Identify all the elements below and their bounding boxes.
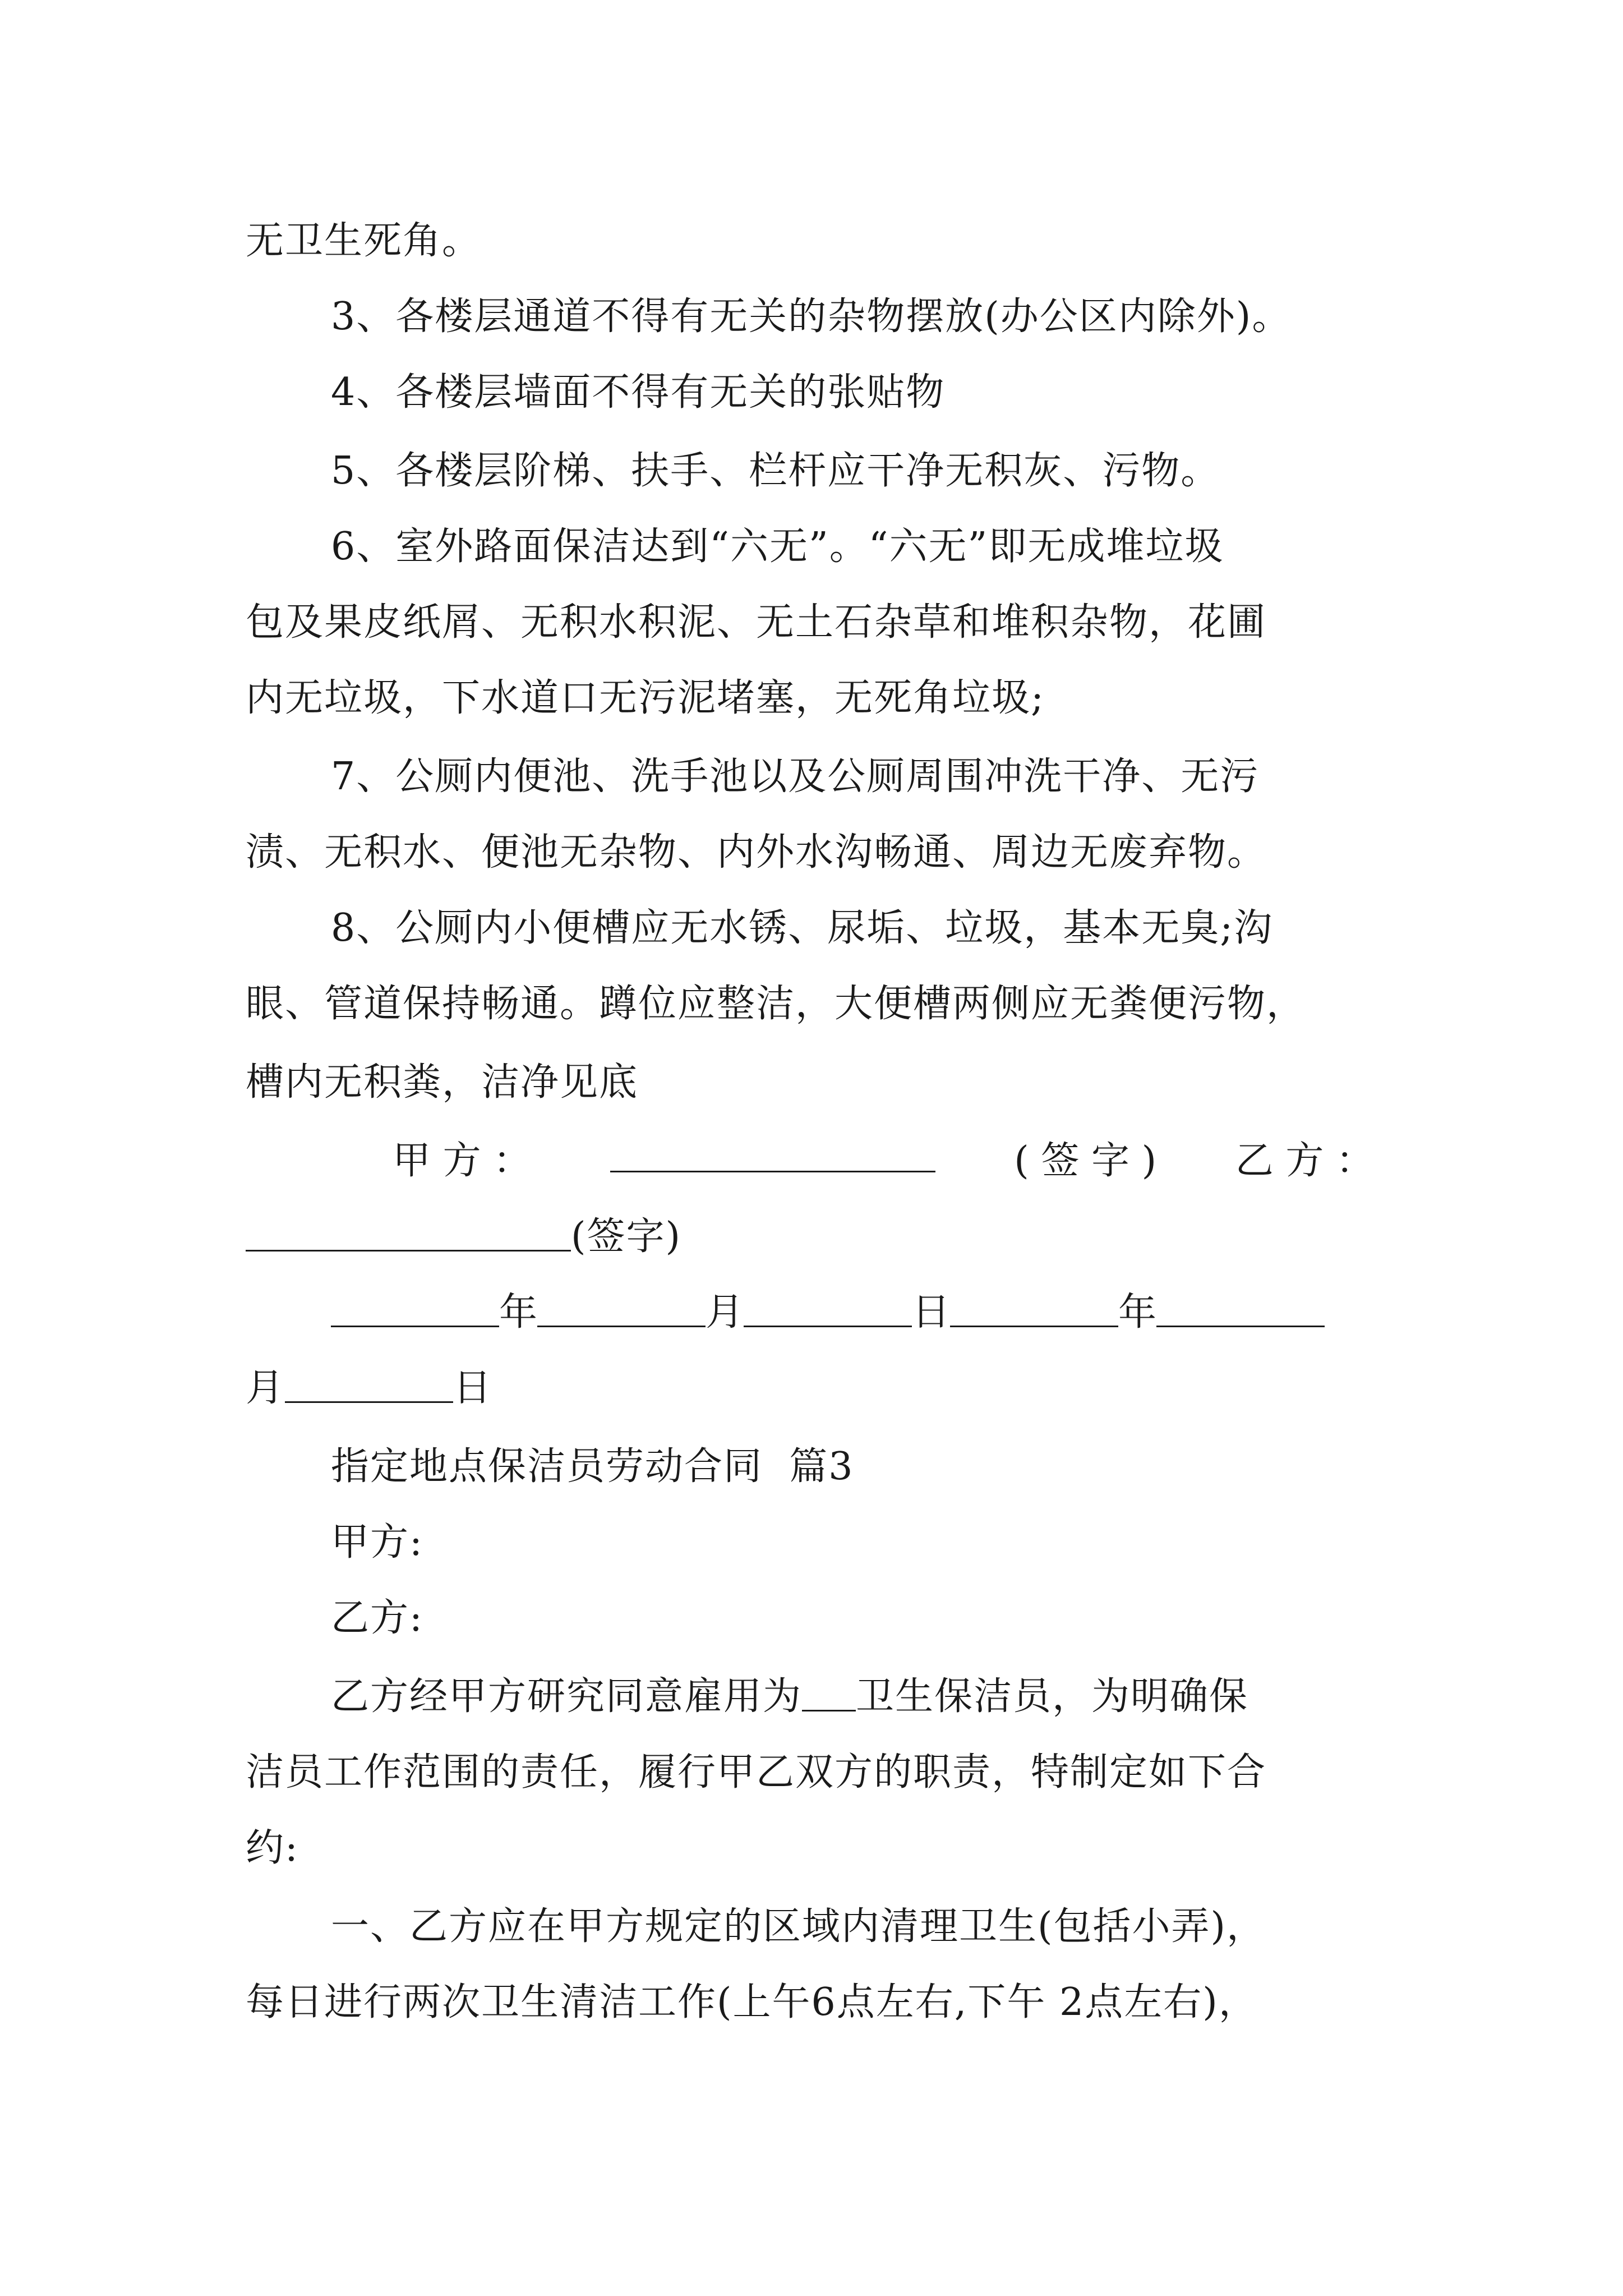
party-b-line: 乙方:: [331, 1596, 423, 1640]
text-line: 内无垃圾，下水道口无污泥堵塞，无死角垃圾;: [246, 676, 1045, 720]
paragraph-line: 一、乙方应在甲方规定的区域内清理卫生(包括小弄)，: [331, 1904, 1266, 1949]
date-blank[interactable]: [744, 1291, 912, 1327]
text-line: 6、室外路面保洁达到“六无”。“六无”即无成堆垃圾: [331, 524, 1224, 569]
paragraph-line: 约:: [246, 1826, 299, 1870]
section-title: 指定地点保洁员劳动合同 篇3: [331, 1444, 854, 1489]
party-a-label: 甲 方 ：: [393, 1139, 532, 1183]
paragraph-line: [331, 1672, 1248, 1722]
day-label: 日: [912, 1290, 951, 1335]
text-line: 包及果皮纸屑、无积水积泥、无土石杂草和堆积杂物，花圃: [246, 600, 1267, 645]
date-blank[interactable]: [1156, 1291, 1325, 1327]
paragraph-line: 洁员工作范围的责任，履行甲乙双方的职责，特制定如下合: [246, 1750, 1267, 1795]
day-label: 日: [453, 1366, 493, 1410]
signature-blank-b[interactable]: [246, 1215, 571, 1251]
text-line: 7、公厕内便池、洗手池以及公厕周围冲洗干净、无污: [331, 754, 1260, 799]
year-label: 年: [1118, 1290, 1157, 1335]
paragraph-text: 卫生保洁员，为明确保: [856, 1674, 1249, 1719]
date-blank[interactable]: [950, 1291, 1118, 1327]
year-label: 年: [499, 1290, 538, 1335]
date-row-2: [246, 1363, 492, 1414]
fill-blank[interactable]: [802, 1675, 856, 1711]
date-blank[interactable]: [537, 1291, 706, 1327]
text-line: 3、各楼层通道不得有无关的杂物摆放(办公区内除外)。: [331, 295, 1292, 339]
date-row: [331, 1287, 1325, 1338]
text-line: 渍、无积水、便池无杂物、内外水沟畅通、周边无废弃物。: [246, 830, 1267, 875]
signature-row-2: [246, 1212, 681, 1262]
month-label: 月: [706, 1290, 744, 1335]
text-line: 5、各楼层阶梯、扶手、栏杆应干净无积灰、污物。: [331, 449, 1220, 493]
text-line: 4、各楼层墙面不得有无关的张贴物: [331, 370, 946, 415]
date-blank[interactable]: [285, 1366, 453, 1403]
text-line: 无卫生死角。: [246, 219, 482, 263]
month-label: 月: [246, 1366, 285, 1410]
text-line: 眼、管道保持畅通。蹲位应整洁，大便槽两侧应无粪便污物，: [246, 982, 1306, 1026]
party-a-line: 甲方:: [331, 1520, 423, 1565]
sign-label-b: (签字): [571, 1214, 682, 1259]
sign-label-a: ( 签 字 ): [1014, 1139, 1157, 1183]
paragraph-line: 每日进行两次卫生清洁工作(上午6点左右,下午 2点左右)，: [246, 1980, 1258, 2024]
signature-blank-a[interactable]: [610, 1136, 935, 1172]
signature-row: [393, 1136, 1374, 1186]
text-line: 槽内无积粪，洁净见底: [246, 1060, 639, 1105]
date-blank[interactable]: [331, 1291, 499, 1327]
text-line: 8、公厕内小便槽应无水锈、尿垢、垃圾，基本无臭;沟: [331, 906, 1274, 950]
party-b-label: 乙 方 ：: [1235, 1139, 1374, 1183]
paragraph-text: 乙方经甲方研究同意雇用为: [331, 1674, 803, 1719]
